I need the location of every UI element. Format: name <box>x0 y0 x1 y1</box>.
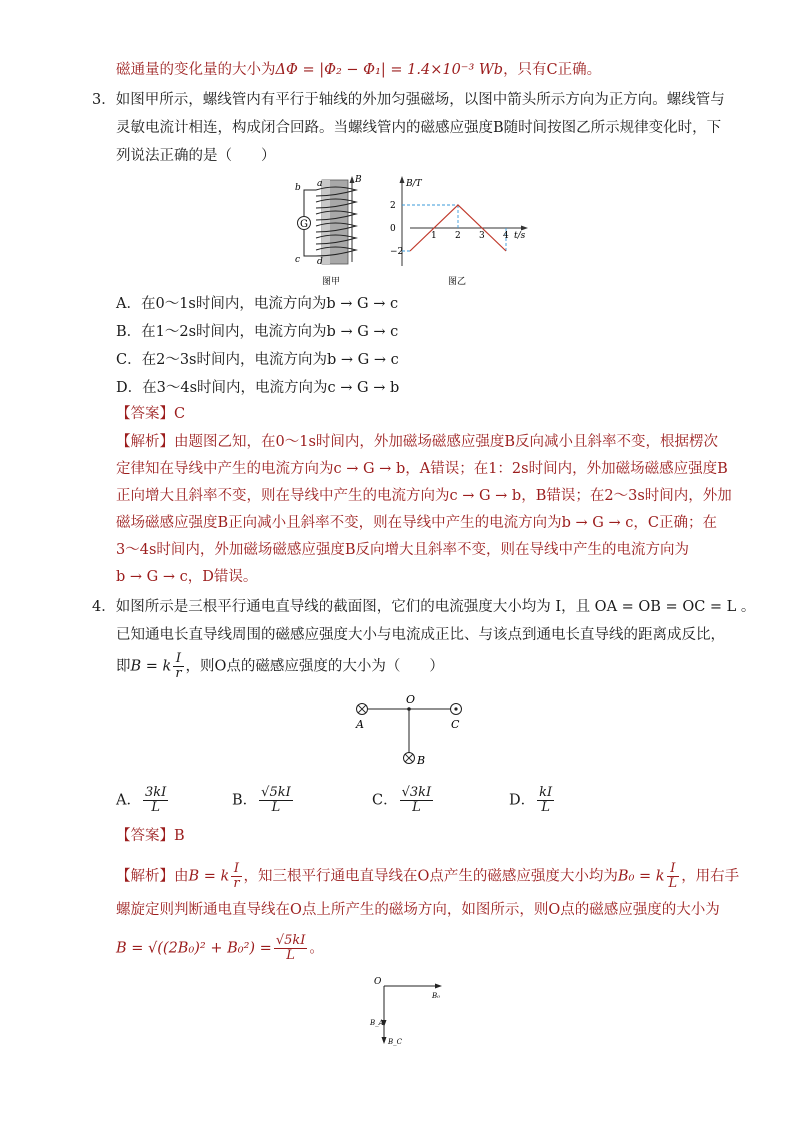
q4-answer: 【答案】B <box>116 828 185 844</box>
q4-analysis-2: 螺旋定则判断通电直导线在O点上所产生的磁场方向，如图所示，则O点的磁感应强度的大小为 <box>116 902 720 918</box>
q3-option-d: D．在3～4s时间内，电流方向为c → G → b <box>116 380 400 396</box>
y-tick-label: 2 <box>390 201 396 211</box>
q4-line-1: 4．如图所示是三根平行通电直导线的截面图，它们的电流强度大小均为 I，且 OA = OB = OC = L 。 <box>92 599 756 615</box>
q3-option-a: A．在0～1s时间内，电流方向为b → G → c <box>116 296 399 312</box>
figure-jia-solenoid <box>286 172 386 288</box>
figure-yi-caption: 图乙 <box>448 277 467 287</box>
vector-label-B0: B₀ <box>432 992 440 1000</box>
label-O: O <box>406 694 416 706</box>
q3-option-b: B．在1～2s时间内，电流方向为b → G → c <box>116 324 399 340</box>
x-axis-label: t/s <box>514 231 526 241</box>
q3-analysis-3: 正向增大且斜率不变，则在导线中产生的电流方向为c → G → b，B错误；在2～3s时间内，外加 <box>116 488 732 504</box>
continued-analysis-line <box>116 60 601 80</box>
label-B: B <box>355 175 362 185</box>
vector-label-BC: B_C <box>388 1038 402 1046</box>
q3-line-2: 灵敏电流计相连，构成闭合回路。当螺线管内的磁感应强度B随时间按图乙所示规律变化时，下 <box>116 120 722 136</box>
vector-label-O: O <box>374 977 382 987</box>
vector-label-BA: B_A <box>370 1019 384 1027</box>
q4-option-c: C． $\frac{√3kI}{L}$ <box>372 785 432 815</box>
galvanometer-label: G <box>300 219 308 230</box>
figure-yi-graph <box>390 176 530 288</box>
q3-analysis-6: b → G → c，D错误。 <box>116 569 258 585</box>
q3-analysis-4: 磁场磁感应强度B正向减小且斜率不变，则在导线中产生的电流方向为b → G → c，C正确；在 <box>116 515 717 531</box>
fraction-I-over-r: $\frac{I}{r}$ <box>175 651 182 681</box>
top-line-prefix: 磁通量的变化量的大小为 <box>116 62 276 78</box>
figure-vector-diagram <box>366 972 456 1052</box>
label-C: C <box>451 718 460 731</box>
t-axis-arrow <box>521 226 528 231</box>
q3-number: 3． <box>92 92 116 108</box>
q3-analysis-1: 【解析】由题图乙知，在0～1s时间内，外加磁场磁感应强度B反向减小且斜率不变，根据楞次 <box>116 434 719 450</box>
q4-number: 4． <box>92 599 116 615</box>
q3-line-3: 列说法正确的是（ ） <box>116 148 276 164</box>
y-axis-label: B/T <box>406 179 422 189</box>
label-a: a <box>317 179 323 189</box>
q3-analysis-5: 3～4s时间内，外加磁场磁感应强度B反向增大且斜率不变，则在导线中产生的电流方向为 <box>116 542 690 558</box>
x-tick-label: 2 <box>455 231 461 241</box>
label-d: d <box>317 257 323 267</box>
label-A: A <box>356 718 364 731</box>
label-wire-B: B <box>417 754 426 767</box>
q4-option-a: A． $\frac{3kI}{L}$ <box>116 785 167 815</box>
y-tick-label: −2 <box>390 247 404 257</box>
q3-answer: 【答案】C <box>116 406 186 422</box>
q3-analysis-2: 定律知在导线中产生的电流方向为c → G → b，A错误；在1：2s时间内，外加磁场磁感应强度B <box>116 461 728 477</box>
q4-line-2: 已知通电长直导线周围的磁感应强度大小与电流成正比、与该点到通电长直导线的距离成反比， <box>116 627 725 643</box>
top-line-formula: ΔΦ = |Φ₂ − Φ₁| = 1.4×10⁻³ Wb <box>275 62 504 78</box>
q4-analysis-3: B = √((2B₀)² + B₀²) = $\frac{√5kI}{L}$ 。 <box>116 933 324 963</box>
x-tick-label: 4 <box>503 231 509 241</box>
q3-option-c: C．在2～3s时间内，电流方向为b → G → c <box>116 352 399 368</box>
figure-three-wires <box>350 694 470 770</box>
top-line-suffix: ，只有C正确。 <box>503 62 602 78</box>
y-tick-label: 0 <box>390 224 396 234</box>
q4-line-3: 即B = k $\frac{I}{r}$ ，则O点的磁感应强度的大小为（ ） <box>116 651 444 681</box>
x-tick-label: 3 <box>479 231 485 241</box>
q4-analysis-1: 【解析】由B = k $\frac{I}{r}$ ，知三根平行通电直导线在O点产生的磁感应强度大小均为B₀ = k $\frac{I}{L}$ ，用右手 <box>116 861 740 891</box>
label-c: c <box>295 255 301 265</box>
q3-text-1: 如图甲所示，螺线管内有平行于轴线的外加匀强磁场，以图中箭头所示方向为正方向。螺线管与 <box>115 92 725 108</box>
q3-line-1 <box>92 90 725 110</box>
b-axis-arrow <box>400 176 405 183</box>
q4-option-d: D． $\frac{kI}{L}$ <box>509 785 553 815</box>
x-tick-label: 1 <box>431 231 437 241</box>
q4-option-b: B． $\frac{√5kI}{L}$ <box>232 785 291 815</box>
label-b: b <box>295 183 301 193</box>
figure-jia-caption: 图甲 <box>322 277 341 287</box>
